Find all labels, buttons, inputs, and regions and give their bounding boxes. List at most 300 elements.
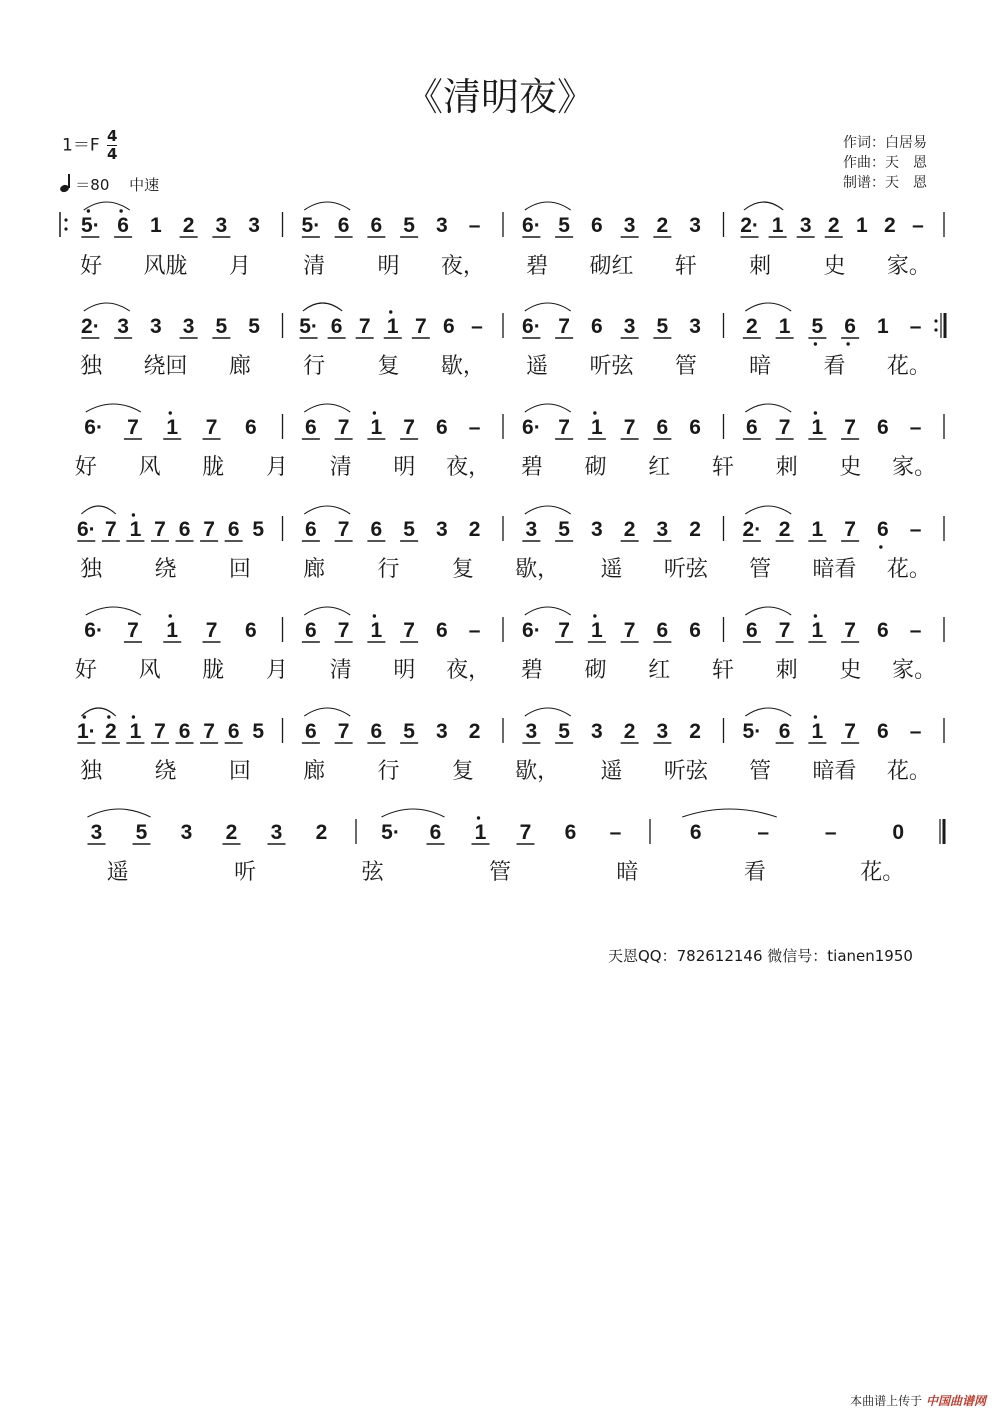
jianpu-note: 6: [656, 619, 669, 642]
jianpu-note: 2: [182, 214, 195, 237]
jianpu-note: 1: [811, 619, 824, 642]
slur-mark: [84, 303, 130, 311]
jianpu-note: 7: [337, 416, 350, 439]
jianpu-note: 6: [178, 720, 191, 743]
lyric-syllable: 刺: [775, 454, 798, 479]
jianpu-note: 5: [135, 821, 148, 844]
key-label: 1＝F: [62, 135, 100, 156]
lyric-syllable: 胧: [202, 657, 225, 682]
jianpu-note: 2·: [81, 315, 100, 338]
jianpu-note: 6: [305, 518, 317, 541]
jianpu-note: 7: [127, 416, 139, 439]
lyric-syllable: 暗: [616, 859, 639, 884]
lyric-syllable: 史: [839, 657, 862, 682]
octave-down-dot: [814, 342, 817, 345]
sustain-dash: –: [471, 315, 483, 338]
jianpu-note: 7: [778, 416, 791, 439]
octave-up-dot: [389, 310, 392, 313]
jianpu-note: 7: [844, 518, 856, 541]
lyric-syllable: 歇，: [515, 758, 560, 783]
lyric-syllable: 砌: [584, 454, 607, 479]
jianpu-note: 3: [117, 315, 129, 338]
jianpu-note: 6: [436, 416, 448, 439]
lyric-syllable: 夜，: [446, 657, 491, 682]
lyric-syllable: 清: [303, 253, 326, 278]
jianpu-note: 7: [558, 315, 570, 338]
octave-up-dot: [373, 614, 376, 617]
lyric-syllable: 清: [329, 657, 352, 682]
jianpu-note: 1: [474, 821, 487, 844]
slur-mark: [304, 202, 350, 210]
jianpu-note: 6: [429, 821, 442, 844]
octave-up-dot: [814, 614, 817, 617]
jianpu-note: 7: [403, 416, 415, 439]
jianpu-note: 3: [623, 315, 636, 338]
lyric-syllable: 暗: [749, 353, 772, 378]
jianpu-note: 3: [689, 315, 701, 338]
lyric-syllable: 看: [743, 859, 766, 884]
lyric-syllable: 弦: [361, 859, 384, 884]
jianpu-note: 5: [403, 720, 415, 743]
jianpu-note: 3: [656, 518, 669, 541]
jianpu-note: 1: [166, 619, 179, 642]
lyric-syllable: 家。: [886, 253, 931, 278]
sustain-dash: –: [912, 214, 924, 237]
lyric-syllable: 家。: [892, 454, 937, 479]
slur-mark: [744, 202, 783, 210]
slur-mark: [86, 404, 141, 412]
jianpu-note: 7: [844, 720, 856, 743]
lyric-syllable: 歇，: [515, 556, 560, 581]
jianpu-note: 2: [105, 720, 117, 743]
composer-credit: 作曲：天 恩: [843, 155, 927, 171]
slur-mark: [525, 708, 571, 716]
jianpu-note: 3: [436, 518, 448, 541]
jianpu-note: 6: [370, 214, 383, 237]
jianpu-note: 6: [117, 214, 129, 237]
slur-mark: [88, 809, 151, 817]
lyric-syllable: 听弦: [663, 556, 708, 581]
lyric-syllable: 回: [228, 556, 251, 581]
sustain-dash: –: [609, 821, 622, 844]
time-top: 4: [107, 127, 118, 145]
jianpu-note: 1: [591, 619, 603, 642]
octave-down-dot: [879, 545, 882, 548]
slur-mark: [86, 607, 141, 615]
lyric-syllable: 风: [138, 657, 161, 682]
jianpu-note: 7: [205, 416, 218, 439]
jianpu-note: 6·: [522, 214, 541, 237]
jianpu-note: 6: [689, 416, 701, 439]
lyric-syllable: 听弦: [589, 353, 634, 378]
jianpu-note: 3: [90, 821, 103, 844]
lyric-syllable: 月: [265, 454, 289, 479]
jianpu-note: 7: [154, 720, 166, 743]
jianpu-note: 5·: [742, 720, 762, 743]
jianpu-note: 5·: [301, 214, 321, 237]
jianpu-note: 3: [436, 720, 448, 743]
jianpu-note: 7: [844, 619, 856, 642]
lyric-syllable: 绕: [154, 556, 177, 581]
jianpu-note: 1: [370, 416, 383, 439]
slur-mark: [382, 809, 445, 817]
lyric-syllable: 清: [329, 454, 352, 479]
footer-text: 本曲谱上传于: [850, 1394, 923, 1408]
lyric-syllable: 独: [80, 556, 103, 581]
jianpu-note: 1: [855, 214, 868, 237]
jianpu-note: 1: [811, 416, 824, 439]
jianpu-note: 6: [656, 416, 669, 439]
jianpu-note: 1: [811, 720, 824, 743]
slur-mark: [682, 809, 777, 817]
octave-up-dot: [87, 209, 90, 212]
jianpu-note: 6: [370, 720, 383, 743]
jianpu-note: 3: [215, 214, 228, 237]
octave-up-dot: [132, 715, 135, 718]
octave-up-dot: [83, 715, 86, 718]
jianpu-note: 6: [305, 720, 317, 743]
lyric-syllable: 独: [80, 353, 103, 378]
jianpu-note: 2: [468, 720, 481, 743]
jianpu-note: 5: [252, 720, 265, 743]
jianpu-note: 2·: [742, 518, 762, 541]
jianpu-note: 3: [525, 518, 538, 541]
lyric-syllable: 独: [80, 758, 103, 783]
jianpu-note: 7: [623, 619, 636, 642]
jianpu-note: 6: [844, 315, 856, 338]
lyric-syllable: 廊: [303, 556, 326, 581]
jianpu-note: 6·: [76, 518, 96, 541]
jianpu-note: 7: [337, 720, 350, 743]
jianpu-note: 7: [403, 619, 415, 642]
sustain-dash: –: [468, 619, 481, 642]
lyric-syllable: 绕回: [143, 353, 188, 378]
jianpu-note: 2: [778, 518, 791, 541]
jianpu-note: 7: [358, 315, 371, 338]
jianpu-note: 3: [150, 315, 162, 338]
sustain-dash: –: [468, 214, 481, 237]
contact-info: 天恩QQ：782612146 微信号：tianen1950: [608, 947, 913, 965]
sustain-dash: –: [757, 821, 770, 844]
jianpu-note: 6: [245, 416, 257, 439]
jianpu-note: 1: [166, 416, 179, 439]
jianpu-note: 3: [623, 214, 636, 237]
lyric-syllable: 暗看: [812, 758, 857, 783]
lyric-syllable: 管: [749, 556, 772, 581]
jianpu-note: 1: [771, 214, 784, 237]
lyric-syllable: 绕: [154, 758, 177, 783]
sustain-dash: –: [909, 720, 922, 743]
jianpu-note: 6: [591, 214, 603, 237]
jianpu-note: 6: [443, 315, 455, 338]
lyric-syllable: 月: [265, 657, 289, 682]
slur-mark: [745, 708, 791, 716]
octave-up-dot: [814, 715, 817, 718]
lyric-syllable: 好: [74, 454, 97, 479]
lyric-syllable: 红: [648, 657, 671, 682]
jianpu-note: 3: [180, 821, 193, 844]
lyric-syllable: 回: [228, 758, 251, 783]
jianpu-note: 6: [227, 518, 240, 541]
lyric-syllable: 遥: [600, 556, 623, 581]
sustain-dash: –: [909, 518, 922, 541]
lyric-syllable: 明: [393, 454, 416, 479]
jianpu-note: 3: [436, 214, 448, 237]
lyric-syllable: 碧: [520, 657, 543, 682]
jianpu-note: 7: [844, 416, 856, 439]
jianpu-note: 6: [877, 416, 889, 439]
lyric-syllable: 复: [451, 758, 474, 783]
jianpu-note: 5: [656, 315, 669, 338]
slur-mark: [525, 506, 571, 514]
jianpu-note: 6·: [522, 315, 541, 338]
slur-mark: [304, 404, 350, 412]
tempo-text: ＝80 中速: [75, 176, 160, 194]
slur-mark: [304, 708, 350, 716]
jianpu-note: 6: [778, 720, 791, 743]
slur-mark: [525, 202, 571, 210]
jianpu-note: 5: [811, 315, 824, 338]
octave-down-dot: [846, 342, 849, 345]
lyric-syllable: 夜，: [446, 454, 491, 479]
slur-mark: [525, 404, 571, 412]
jianpu-note: 1: [591, 416, 603, 439]
lyric-syllable: 廊: [303, 758, 326, 783]
jianpu-note: 2: [315, 821, 328, 844]
jianpu-note: 7: [414, 315, 427, 338]
jianpu-note: 1: [150, 214, 162, 237]
lyric-syllable: 遥: [600, 758, 623, 783]
jianpu-note: 7: [127, 619, 139, 642]
lyric-syllable: 碧: [526, 253, 549, 278]
slur-mark: [303, 303, 342, 311]
jianpu-note: 6: [227, 720, 240, 743]
jianpu-note: 5·: [299, 315, 318, 338]
slur-mark: [304, 607, 350, 615]
jianpu-note: 1·: [76, 720, 96, 743]
lyric-syllable: 管: [749, 758, 772, 783]
jianpu-note: 1: [877, 315, 889, 338]
footer-source: [850, 1392, 986, 1409]
jianpu-note: 7: [337, 518, 350, 541]
lyric-syllable: 行: [377, 556, 400, 581]
transcriber-credit: 制谱：天 恩: [843, 175, 927, 191]
jianpu-note: 3: [591, 720, 603, 743]
lyric-syllable: 刺: [749, 253, 772, 278]
repeat-dot: [934, 328, 937, 331]
jianpu-note: 6: [746, 416, 758, 439]
jianpu-note: 7: [337, 619, 350, 642]
jianpu-note: 6·: [84, 619, 103, 642]
jianpu-note: 7: [154, 518, 166, 541]
jianpu-note: 3: [270, 821, 283, 844]
jianpu-note: 2: [827, 214, 840, 237]
lyric-syllable: 复: [377, 353, 400, 378]
lyric-syllable: 砌: [584, 657, 607, 682]
jianpu-note: 6: [689, 619, 701, 642]
lyric-syllable: 歇，: [440, 353, 485, 378]
slur-mark: [745, 404, 791, 412]
sustain-dash: –: [824, 821, 837, 844]
lyric-syllable: 史: [823, 253, 846, 278]
slur-mark: [81, 506, 115, 514]
lyric-syllable: 明: [393, 657, 416, 682]
jianpu-note: 6: [305, 416, 317, 439]
jianpu-note: 2: [884, 214, 896, 237]
jianpu-note: 5: [558, 720, 570, 743]
jianpu-note: 5: [248, 315, 260, 338]
lyric-syllable: 红: [648, 454, 671, 479]
lyricist-credit: 作词：白居易: [843, 135, 927, 151]
jianpu-note: 2: [746, 315, 758, 338]
jianpu-note: 6: [689, 821, 702, 844]
jianpu-note: 6: [330, 315, 343, 338]
lyric-syllable: 轩: [674, 253, 697, 278]
lyric-syllable: 史: [839, 454, 862, 479]
jianpu-note: 2·: [740, 214, 759, 237]
lyric-syllable: 遥: [106, 859, 129, 884]
jianpu-note: 3: [182, 315, 195, 338]
jianpu-note: 6: [178, 518, 191, 541]
jianpu-note: 2: [225, 821, 238, 844]
time-bottom: 4: [107, 145, 118, 163]
lyric-syllable: 看: [823, 353, 846, 378]
octave-up-dot: [169, 411, 172, 414]
jianpu-note: 2: [623, 518, 636, 541]
octave-up-dot: [593, 614, 596, 617]
lyric-syllable: 行: [303, 353, 326, 378]
lyric-syllable: 暗看: [812, 556, 857, 581]
lyric-syllable: 夜，: [440, 253, 485, 278]
jianpu-note: 1: [778, 315, 791, 338]
jianpu-note: 2: [468, 518, 481, 541]
lyric-syllable: 刺: [775, 657, 798, 682]
lyric-syllable: 遥: [526, 353, 549, 378]
jianpu-note: 6: [877, 518, 889, 541]
lyric-syllable: 花。: [886, 556, 931, 581]
jianpu-note: 6: [591, 315, 603, 338]
jianpu-note: 5: [403, 214, 415, 237]
jianpu-note: 5: [252, 518, 265, 541]
lyric-syllable: 家。: [892, 657, 937, 682]
jianpu-note: 6: [305, 619, 317, 642]
lyric-syllable: 花。: [886, 758, 931, 783]
jianpu-note: 1: [386, 315, 399, 338]
jianpu-note: 1: [129, 720, 142, 743]
jianpu-note: 7: [558, 619, 570, 642]
jianpu-note: 3: [656, 720, 669, 743]
jianpu-note: 3: [799, 214, 812, 237]
jianpu-note: 3: [591, 518, 603, 541]
lyric-syllable: 管: [674, 353, 697, 378]
jianpu-note: 6·: [84, 416, 103, 439]
jianpu-note: 5: [215, 315, 228, 338]
slur-mark: [81, 708, 115, 716]
jianpu-note: 5: [558, 518, 570, 541]
octave-up-dot: [477, 816, 480, 819]
jianpu-note: 6: [877, 619, 889, 642]
jianpu-note: 3: [525, 720, 538, 743]
octave-up-dot: [132, 513, 135, 516]
jianpu-note: 2: [656, 214, 669, 237]
jianpu-note: 6: [436, 619, 448, 642]
jianpu-note: 6: [564, 821, 577, 844]
jianpu-note: 7: [205, 619, 218, 642]
lyric-syllable: 轩: [711, 454, 735, 479]
slur-mark: [84, 202, 130, 210]
jianpu-note: 2: [689, 518, 701, 541]
slur-mark: [745, 607, 791, 615]
slur-mark: [304, 506, 350, 514]
score-title: 《清明夜》: [404, 75, 595, 119]
jianpu-note: 5·: [381, 821, 400, 844]
lyric-syllable: 砌红: [589, 253, 634, 278]
lyric-syllable: 听: [234, 859, 257, 884]
lyric-syllable: 风: [138, 454, 161, 479]
jianpu-note: 7: [519, 821, 532, 844]
jianpu-note: 6·: [522, 416, 541, 439]
lyric-syllable: 轩: [711, 657, 735, 682]
sustain-dash: –: [468, 416, 481, 439]
jianpu-note: 5: [558, 214, 570, 237]
jianpu-note: 2: [689, 720, 701, 743]
lyric-syllable: 风胧: [143, 253, 188, 278]
lyric-syllable: 管: [488, 859, 512, 884]
jianpu-note: 5: [403, 518, 415, 541]
jianpu-note: 6·: [522, 619, 541, 642]
jianpu-note: 1: [811, 518, 824, 541]
jianpu-note: 6: [877, 720, 889, 743]
jianpu-note: 6: [337, 214, 350, 237]
sustain-dash: –: [909, 619, 922, 642]
jianpu-note: 1: [129, 518, 142, 541]
jianpu-note: 3: [689, 214, 701, 237]
lyric-syllable: 行: [377, 758, 400, 783]
lyric-syllable: 复: [451, 556, 474, 581]
jianpu-note: 6: [245, 619, 257, 642]
lyric-syllable: 碧: [520, 454, 543, 479]
jianpu-note: 7: [623, 416, 636, 439]
lyric-syllable: 好: [74, 657, 97, 682]
sustain-dash: –: [909, 416, 922, 439]
jianpu-note: 2: [623, 720, 636, 743]
slur-mark: [745, 303, 791, 311]
lyric-syllable: 花。: [860, 859, 905, 884]
octave-up-dot: [119, 209, 122, 212]
jianpu-note: 3: [248, 214, 260, 237]
jianpu-note: 5·: [81, 214, 100, 237]
slur-mark: [525, 303, 571, 311]
lyric-syllable: 好: [80, 253, 103, 278]
jianpu-note: 7: [203, 518, 215, 541]
slur-mark: [525, 607, 571, 615]
jianpu-note: 7: [203, 720, 215, 743]
lyric-syllable: 廊: [228, 353, 251, 378]
lyric-syllable: 明: [377, 253, 400, 278]
repeat-dot: [64, 218, 67, 221]
octave-up-dot: [814, 411, 817, 414]
site-logo: 中国曲谱网: [925, 1394, 986, 1408]
lyric-syllable: 花。: [886, 353, 931, 378]
repeat-dot: [934, 319, 937, 322]
jianpu-note: 6: [746, 619, 758, 642]
octave-up-dot: [593, 411, 596, 414]
octave-up-dot: [373, 411, 376, 414]
lyric-syllable: 胧: [202, 454, 225, 479]
jianpu-note: 7: [778, 619, 791, 642]
jianpu-note: 7: [105, 518, 117, 541]
octave-up-dot: [107, 715, 110, 718]
